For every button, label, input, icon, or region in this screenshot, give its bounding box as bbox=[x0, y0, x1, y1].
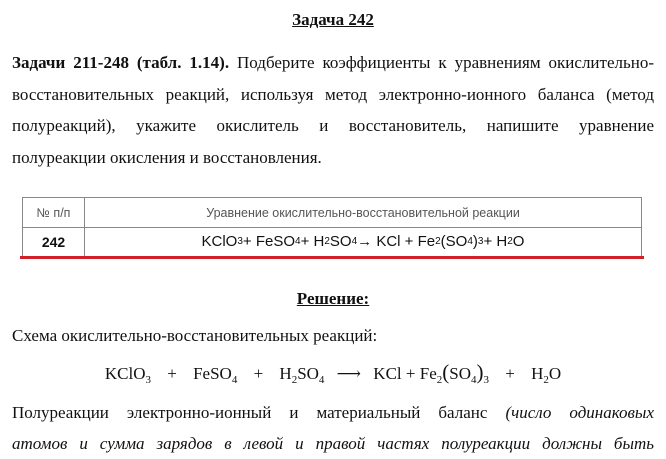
eq-term: H bbox=[531, 364, 544, 383]
eq-term: SO bbox=[297, 364, 319, 383]
reaction-arrow: ⟶ bbox=[336, 364, 362, 383]
problem-text: Подберите коэффициенты к уравнениям окислительно-восстановительных реакций, используя метод электронно-ионного баланса (метод полуреакций), укажите окислитель и восстановитель, напишите уравнение полуреакции окисления и восстановления. bbox=[12, 53, 654, 167]
reaction-part: (SO bbox=[440, 233, 468, 250]
eq-plus: + bbox=[405, 364, 416, 383]
eq-term: KClO bbox=[104, 364, 146, 383]
reaction-part: KClO bbox=[201, 233, 238, 250]
eq-plus: + bbox=[253, 364, 264, 383]
row-number: 242 bbox=[23, 227, 85, 256]
reaction-part: O bbox=[512, 233, 525, 250]
eq-sub: 3 bbox=[145, 374, 151, 386]
eq-sub: 2 bbox=[291, 374, 298, 386]
header-number: № п/п bbox=[23, 198, 85, 227]
row-reaction: KClO 3 + FeSO 4 + H 2 SO 4 → KCl + Fe 2 (SO 4 ) 3 + H 2 O bbox=[201, 233, 525, 250]
eq-term: KCl bbox=[373, 364, 402, 383]
eq-sub: 4 bbox=[470, 374, 477, 386]
eq-sub: 4 bbox=[318, 374, 325, 386]
reaction-part: ) bbox=[472, 233, 478, 250]
reaction-part: + H bbox=[300, 233, 325, 250]
problem-statement bbox=[12, 47, 654, 173]
balance-note-continued: атомов и сумма зарядов в левой и правой частях полуреакции должны быть bbox=[12, 434, 654, 453]
schema-label: Схема окислительно-восстановительных реакций: bbox=[12, 326, 378, 345]
reaction-table bbox=[22, 197, 642, 257]
reaction-part: SO bbox=[329, 233, 352, 250]
eq-term: FeSO bbox=[193, 364, 232, 383]
page-title: Задача 242 bbox=[292, 10, 374, 29]
problem-lead: Задачи 211-248 (табл. 1.14). bbox=[12, 53, 230, 72]
balance-paragraph bbox=[12, 397, 654, 428]
balance-text: Полуреакции электронно-ионный и материальный баланс bbox=[12, 403, 506, 422]
eq-term: H bbox=[279, 364, 292, 383]
table-header-row bbox=[23, 198, 641, 228]
eq-paren-open: ( bbox=[442, 360, 450, 384]
reaction-part: + H bbox=[483, 233, 508, 250]
eq-sub: 2 bbox=[543, 374, 549, 386]
solution-heading: Решение: bbox=[296, 289, 370, 308]
eq-term: O bbox=[548, 364, 562, 383]
eq-term: Fe bbox=[419, 364, 437, 383]
balance-note: (число одинаковых bbox=[505, 403, 654, 422]
reaction-equation bbox=[0, 360, 666, 386]
eq-term: SO bbox=[449, 364, 471, 383]
reaction-part: → KCl + Fe bbox=[357, 233, 436, 250]
table-row bbox=[23, 227, 641, 256]
reaction-part: + FeSO bbox=[242, 233, 296, 250]
table-accent-underline bbox=[20, 256, 644, 259]
eq-plus: + bbox=[505, 364, 515, 383]
eq-sub: 2 bbox=[436, 374, 443, 386]
eq-sub: 3 bbox=[483, 374, 489, 386]
header-reaction: Уравнение окислительно-восстановительной реакции bbox=[206, 205, 520, 220]
eq-paren-close: ) bbox=[476, 360, 484, 384]
eq-sub: 4 bbox=[231, 374, 238, 386]
eq-plus: + bbox=[167, 364, 177, 383]
